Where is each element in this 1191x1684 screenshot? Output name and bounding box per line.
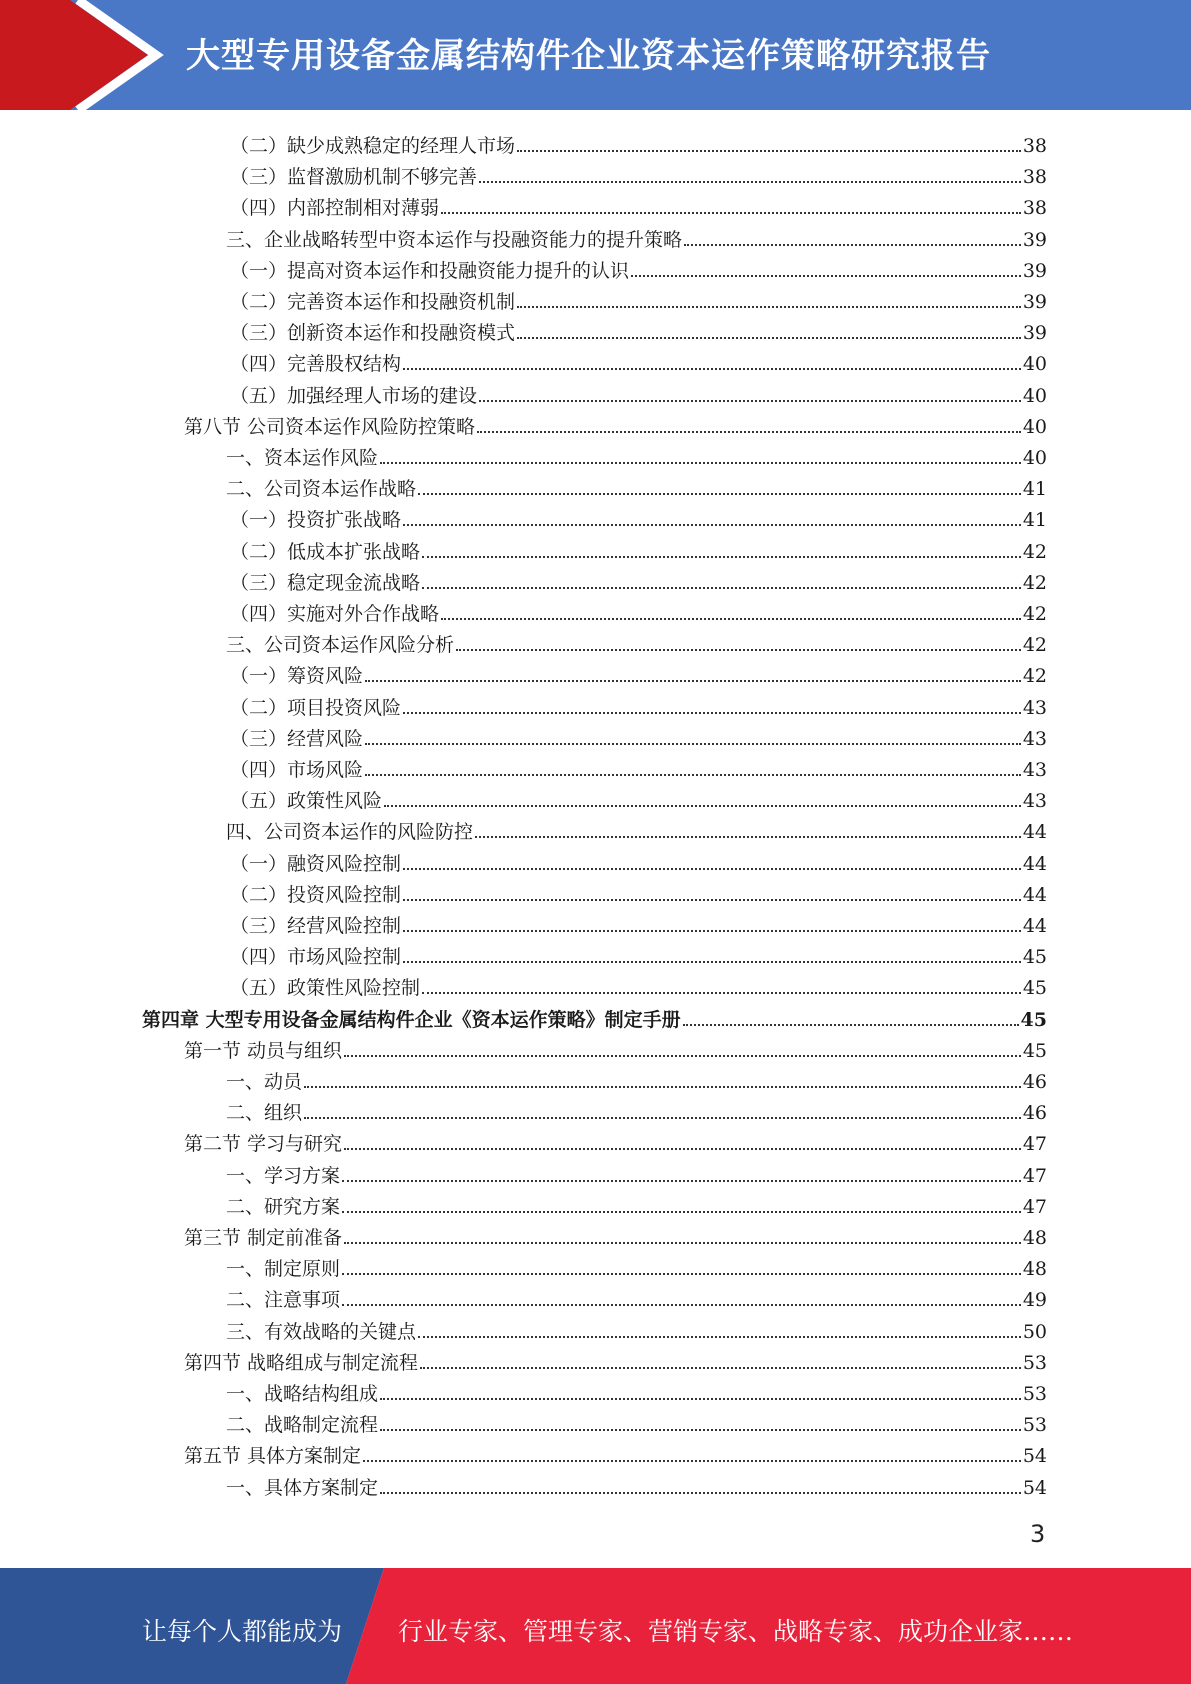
toc-entry[interactable] (226, 221, 1047, 252)
toc-entry-page: 41 (1022, 478, 1047, 501)
toc-entry-page: 42 (1022, 540, 1047, 563)
toc-dot-leader (418, 493, 1021, 495)
toc-entry-title: 一、制定原则 (226, 1258, 341, 1281)
toc-dot-leader (380, 1398, 1021, 1400)
toc-entry[interactable] (230, 657, 1047, 688)
page-header (0, 0, 1191, 110)
toc-entry-page: 45 (1022, 1039, 1047, 1062)
toc-dot-leader (344, 1242, 1021, 1244)
toc-dot-leader (365, 680, 1021, 682)
toc-entry-page: 43 (1022, 696, 1047, 719)
toc-entry-page: 42 (1022, 634, 1047, 657)
toc-entry-title: 第三节 制定前准备 (184, 1227, 343, 1249)
toc-entry-title: 第一节 动员与组织 (184, 1039, 343, 1062)
toc-dot-leader (517, 150, 1021, 152)
toc-entry[interactable] (226, 470, 1047, 501)
toc-entry[interactable] (230, 720, 1047, 751)
toc-dot-leader (479, 181, 1021, 183)
toc-dot-leader (441, 618, 1021, 620)
toc-dot-leader (422, 587, 1021, 589)
toc-entry-page: 48 (1022, 1227, 1047, 1249)
toc-entry[interactable] (226, 1469, 1047, 1500)
toc-entry-page: 42 (1022, 665, 1047, 688)
toc-entry-page: 42 (1022, 571, 1047, 594)
toc-entry[interactable] (230, 564, 1047, 595)
toc-entry[interactable] (226, 1157, 1047, 1188)
toc-entry-page: 46 (1022, 1071, 1047, 1093)
toc-entry[interactable] (230, 252, 1047, 283)
toc-entry[interactable] (184, 1032, 1047, 1063)
toc-dot-leader (517, 306, 1021, 308)
toc-entry-title: （四）市场风险控制 (230, 946, 402, 969)
toc-entry-page: 53 (1022, 1414, 1047, 1437)
toc-dot-leader (403, 524, 1021, 526)
toc-entry-page: 44 (1022, 821, 1047, 844)
toc-dot-leader (441, 212, 1021, 214)
toc-entry-page: 39 (1022, 259, 1047, 282)
toc-entry-page: 43 (1022, 790, 1047, 813)
toc-entry-title: 一、学习方案 (226, 1164, 341, 1187)
toc-entry-title: 三、有效战略的关键点 (226, 1320, 417, 1343)
toc-entry-title: 第四章 大型专用设备金属结构件企业《资本运作策略》制定手册 (142, 1008, 681, 1031)
toc-entry-title: （五）政策性风险控制 (230, 977, 421, 1000)
toc-dot-leader (363, 1460, 1021, 1462)
toc-dot-leader (380, 462, 1021, 464)
toc-entry-page: 54 (1022, 1445, 1047, 1468)
toc-dot-leader (403, 368, 1021, 370)
toc-entry[interactable] (226, 1250, 1047, 1281)
toc-dot-leader (403, 930, 1021, 932)
toc-entry-title: （二）投资风险控制 (230, 883, 402, 906)
toc-entry-title: 二、研究方案 (226, 1195, 341, 1218)
toc-entry-page: 46 (1022, 1102, 1047, 1125)
toc-dot-leader (420, 1367, 1021, 1369)
toc-dot-leader (365, 774, 1021, 776)
toc-entry-title: 一、具体方案制定 (226, 1476, 379, 1499)
toc-dot-leader (403, 961, 1021, 963)
toc-entry[interactable] (226, 1281, 1047, 1312)
toc-entry-page: 38 (1022, 166, 1047, 189)
toc-dot-leader (683, 1024, 1019, 1026)
toc-entry[interactable] (226, 439, 1047, 470)
toc-entry-title: （二）低成本扩张战略 (230, 540, 421, 563)
toc-entry-page: 53 (1022, 1383, 1047, 1405)
toc-entry[interactable] (230, 158, 1047, 189)
toc-dot-leader (304, 1117, 1021, 1119)
toc-entry-page: 41 (1022, 509, 1047, 532)
toc-dot-leader (684, 244, 1021, 246)
toc-entry[interactable] (230, 501, 1047, 532)
toc-entry-page: 49 (1022, 1289, 1047, 1312)
toc-entry-page: 44 (1022, 915, 1047, 937)
toc-dot-leader (344, 1148, 1021, 1150)
toc-entry-page: 39 (1022, 228, 1047, 251)
toc-entry-title: 二、组织 (226, 1102, 303, 1125)
toc-entry-title: 一、动员 (226, 1071, 303, 1093)
toc-entry[interactable] (230, 533, 1047, 564)
toc-entry[interactable] (226, 1375, 1047, 1406)
toc-dot-leader (344, 1055, 1021, 1057)
toc-entry-page: 47 (1022, 1133, 1047, 1156)
toc-dot-leader (422, 556, 1021, 558)
toc-entry[interactable] (230, 845, 1047, 876)
toc-entry-title: （三）经营风险 (230, 727, 364, 750)
toc-dot-leader (631, 275, 1021, 277)
toc-dot-leader (479, 400, 1021, 402)
toc-entry[interactable] (226, 1406, 1047, 1437)
toc-entry-title: （三）创新资本运作和投融资模式 (230, 322, 516, 345)
footer-slogan-left: 让每个人都能成为 (142, 1617, 343, 1646)
toc-entry[interactable] (230, 314, 1047, 345)
toc-entry-title: 二、注意事项 (226, 1289, 341, 1312)
toc-entry[interactable] (184, 1125, 1047, 1156)
toc-dot-leader (517, 337, 1021, 339)
toc-entry[interactable] (230, 345, 1047, 376)
toc-entry-title: （三）稳定现金流战略 (230, 571, 421, 594)
toc-entry[interactable] (230, 907, 1047, 938)
toc-dot-leader (380, 1492, 1021, 1494)
toc-entry[interactable] (230, 969, 1047, 1000)
toc-entry-title: （三）监督激励机制不够完善 (230, 166, 478, 189)
toc-entry[interactable] (230, 377, 1047, 408)
toc-dot-leader (475, 836, 1021, 838)
toc-entry[interactable] (230, 938, 1047, 969)
toc-entry-title: 一、资本运作风险 (226, 447, 379, 469)
toc-entry-title: （二）缺少成熟稳定的经理人市场 (230, 135, 516, 157)
toc-entry-title: 第五节 具体方案制定 (184, 1445, 362, 1468)
toc-entry-title: 二、公司资本运作战略 (226, 478, 417, 501)
toc-entry-title: （四）市场风险 (230, 759, 364, 781)
toc-dot-leader (342, 1180, 1021, 1182)
toc-dot-leader (403, 868, 1021, 870)
toc-entry-title: 一、战略结构组成 (226, 1383, 379, 1405)
toc-dot-leader (422, 992, 1021, 994)
toc-dot-leader (304, 1086, 1021, 1088)
toc-entry-title: 第二节 学习与研究 (184, 1133, 343, 1156)
toc-entry-page: 39 (1022, 322, 1047, 345)
toc-entry[interactable] (230, 782, 1047, 813)
toc-dot-leader (365, 743, 1021, 745)
toc-entry-page: 47 (1022, 1164, 1047, 1187)
toc-entry-page: 43 (1022, 727, 1047, 750)
toc-entry[interactable] (226, 1094, 1047, 1125)
toc-dot-leader (477, 431, 1021, 433)
toc-entry[interactable] (226, 1188, 1047, 1219)
toc-dot-leader (342, 1273, 1021, 1275)
toc-entry-page: 40 (1022, 353, 1047, 376)
toc-entry-title: 第四节 战略组成与制定流程 (184, 1351, 419, 1374)
toc-entry[interactable] (230, 189, 1047, 220)
toc-entry-title: （四）内部控制相对薄弱 (230, 197, 440, 220)
toc-dot-leader (384, 805, 1021, 807)
toc-entry-title: （二）项目投资风险 (230, 696, 402, 719)
page-number: 3 (1030, 1520, 1046, 1548)
toc-entry-title: （一）提高对资本运作和投融资能力提升的认识 (230, 259, 630, 282)
toc-entry-page: 47 (1022, 1195, 1047, 1218)
toc-entry-page: 38 (1022, 135, 1047, 157)
toc-entry[interactable] (184, 1437, 1047, 1468)
toc-entry-page: 39 (1022, 291, 1047, 313)
toc-entry-title: （五）加强经理人市场的建设 (230, 384, 478, 407)
toc-entry-page: 45 (1022, 946, 1047, 969)
toc-entry-page: 42 (1022, 603, 1047, 625)
toc-entry-title: 三、公司资本运作风险分析 (226, 634, 455, 657)
toc-entry-title: （五）政策性风险 (230, 790, 383, 813)
toc-entry[interactable] (230, 751, 1047, 782)
toc-entry-page: 45 (1020, 1008, 1047, 1031)
toc-dot-leader (380, 1429, 1021, 1431)
report-title: 大型专用设备金属结构件企业资本运作策略研究报告 (186, 36, 991, 76)
toc-entry-page: 43 (1022, 759, 1047, 781)
toc-entry[interactable] (226, 813, 1047, 844)
toc-entry-title: 二、战略制定流程 (226, 1414, 379, 1437)
toc-entry[interactable] (184, 1219, 1047, 1250)
toc-entry-page: 44 (1022, 852, 1047, 875)
toc-dot-leader (456, 649, 1021, 651)
toc-entry-page: 45 (1022, 977, 1047, 1000)
toc-dot-leader (403, 712, 1021, 714)
toc-entry[interactable] (230, 689, 1047, 720)
toc-entry[interactable] (230, 127, 1047, 158)
toc-entry-title: （四）实施对外合作战略 (230, 603, 440, 625)
toc-entry-title: （一）筹资风险 (230, 665, 364, 688)
toc-dot-leader (342, 1304, 1021, 1306)
toc-entry-page: 54 (1022, 1476, 1047, 1499)
toc-entry-title: （二）完善资本运作和投融资机制 (230, 291, 516, 313)
page-footer (0, 1568, 1191, 1684)
toc-entry[interactable] (142, 1001, 1047, 1032)
toc-entry-title: （一）融资风险控制 (230, 852, 402, 875)
toc-entry-page: 50 (1022, 1320, 1047, 1343)
toc-entry[interactable] (230, 595, 1047, 626)
toc-entry[interactable] (184, 1344, 1047, 1375)
toc-entry-page: 48 (1022, 1258, 1047, 1281)
toc-entry-page: 44 (1022, 883, 1047, 906)
toc-entry-page: 53 (1022, 1351, 1047, 1374)
toc-entry-title: （三）经营风险控制 (230, 915, 402, 937)
toc-entry-title: 第八节 公司资本运作风险防控策略 (184, 415, 476, 438)
toc-entry-title: 四、公司资本运作的风险防控 (226, 821, 474, 844)
toc-entry-page: 40 (1022, 415, 1047, 438)
toc-entry-page: 38 (1022, 197, 1047, 220)
toc-entry-title: （四）完善股权结构 (230, 353, 402, 376)
toc-entry[interactable] (226, 1313, 1047, 1344)
toc-entry[interactable] (226, 1063, 1047, 1094)
toc-dot-leader (342, 1211, 1021, 1213)
toc-dot-leader (418, 1336, 1021, 1338)
toc-entry[interactable] (230, 876, 1047, 907)
toc-entry[interactable] (184, 408, 1047, 439)
toc-entry[interactable] (230, 283, 1047, 314)
toc-entry-title: 三、企业战略转型中资本运作与投融资能力的提升策略 (226, 228, 683, 251)
toc-entry-page: 40 (1022, 447, 1047, 469)
toc-entry[interactable] (226, 626, 1047, 657)
toc-dot-leader (403, 899, 1021, 901)
footer-slogan-right: 行业专家、管理专家、营销专家、战略专家、成功企业家…… (398, 1617, 1074, 1646)
toc-entry-title: （一）投资扩张战略 (230, 509, 402, 532)
toc-entry-page: 40 (1022, 384, 1047, 407)
